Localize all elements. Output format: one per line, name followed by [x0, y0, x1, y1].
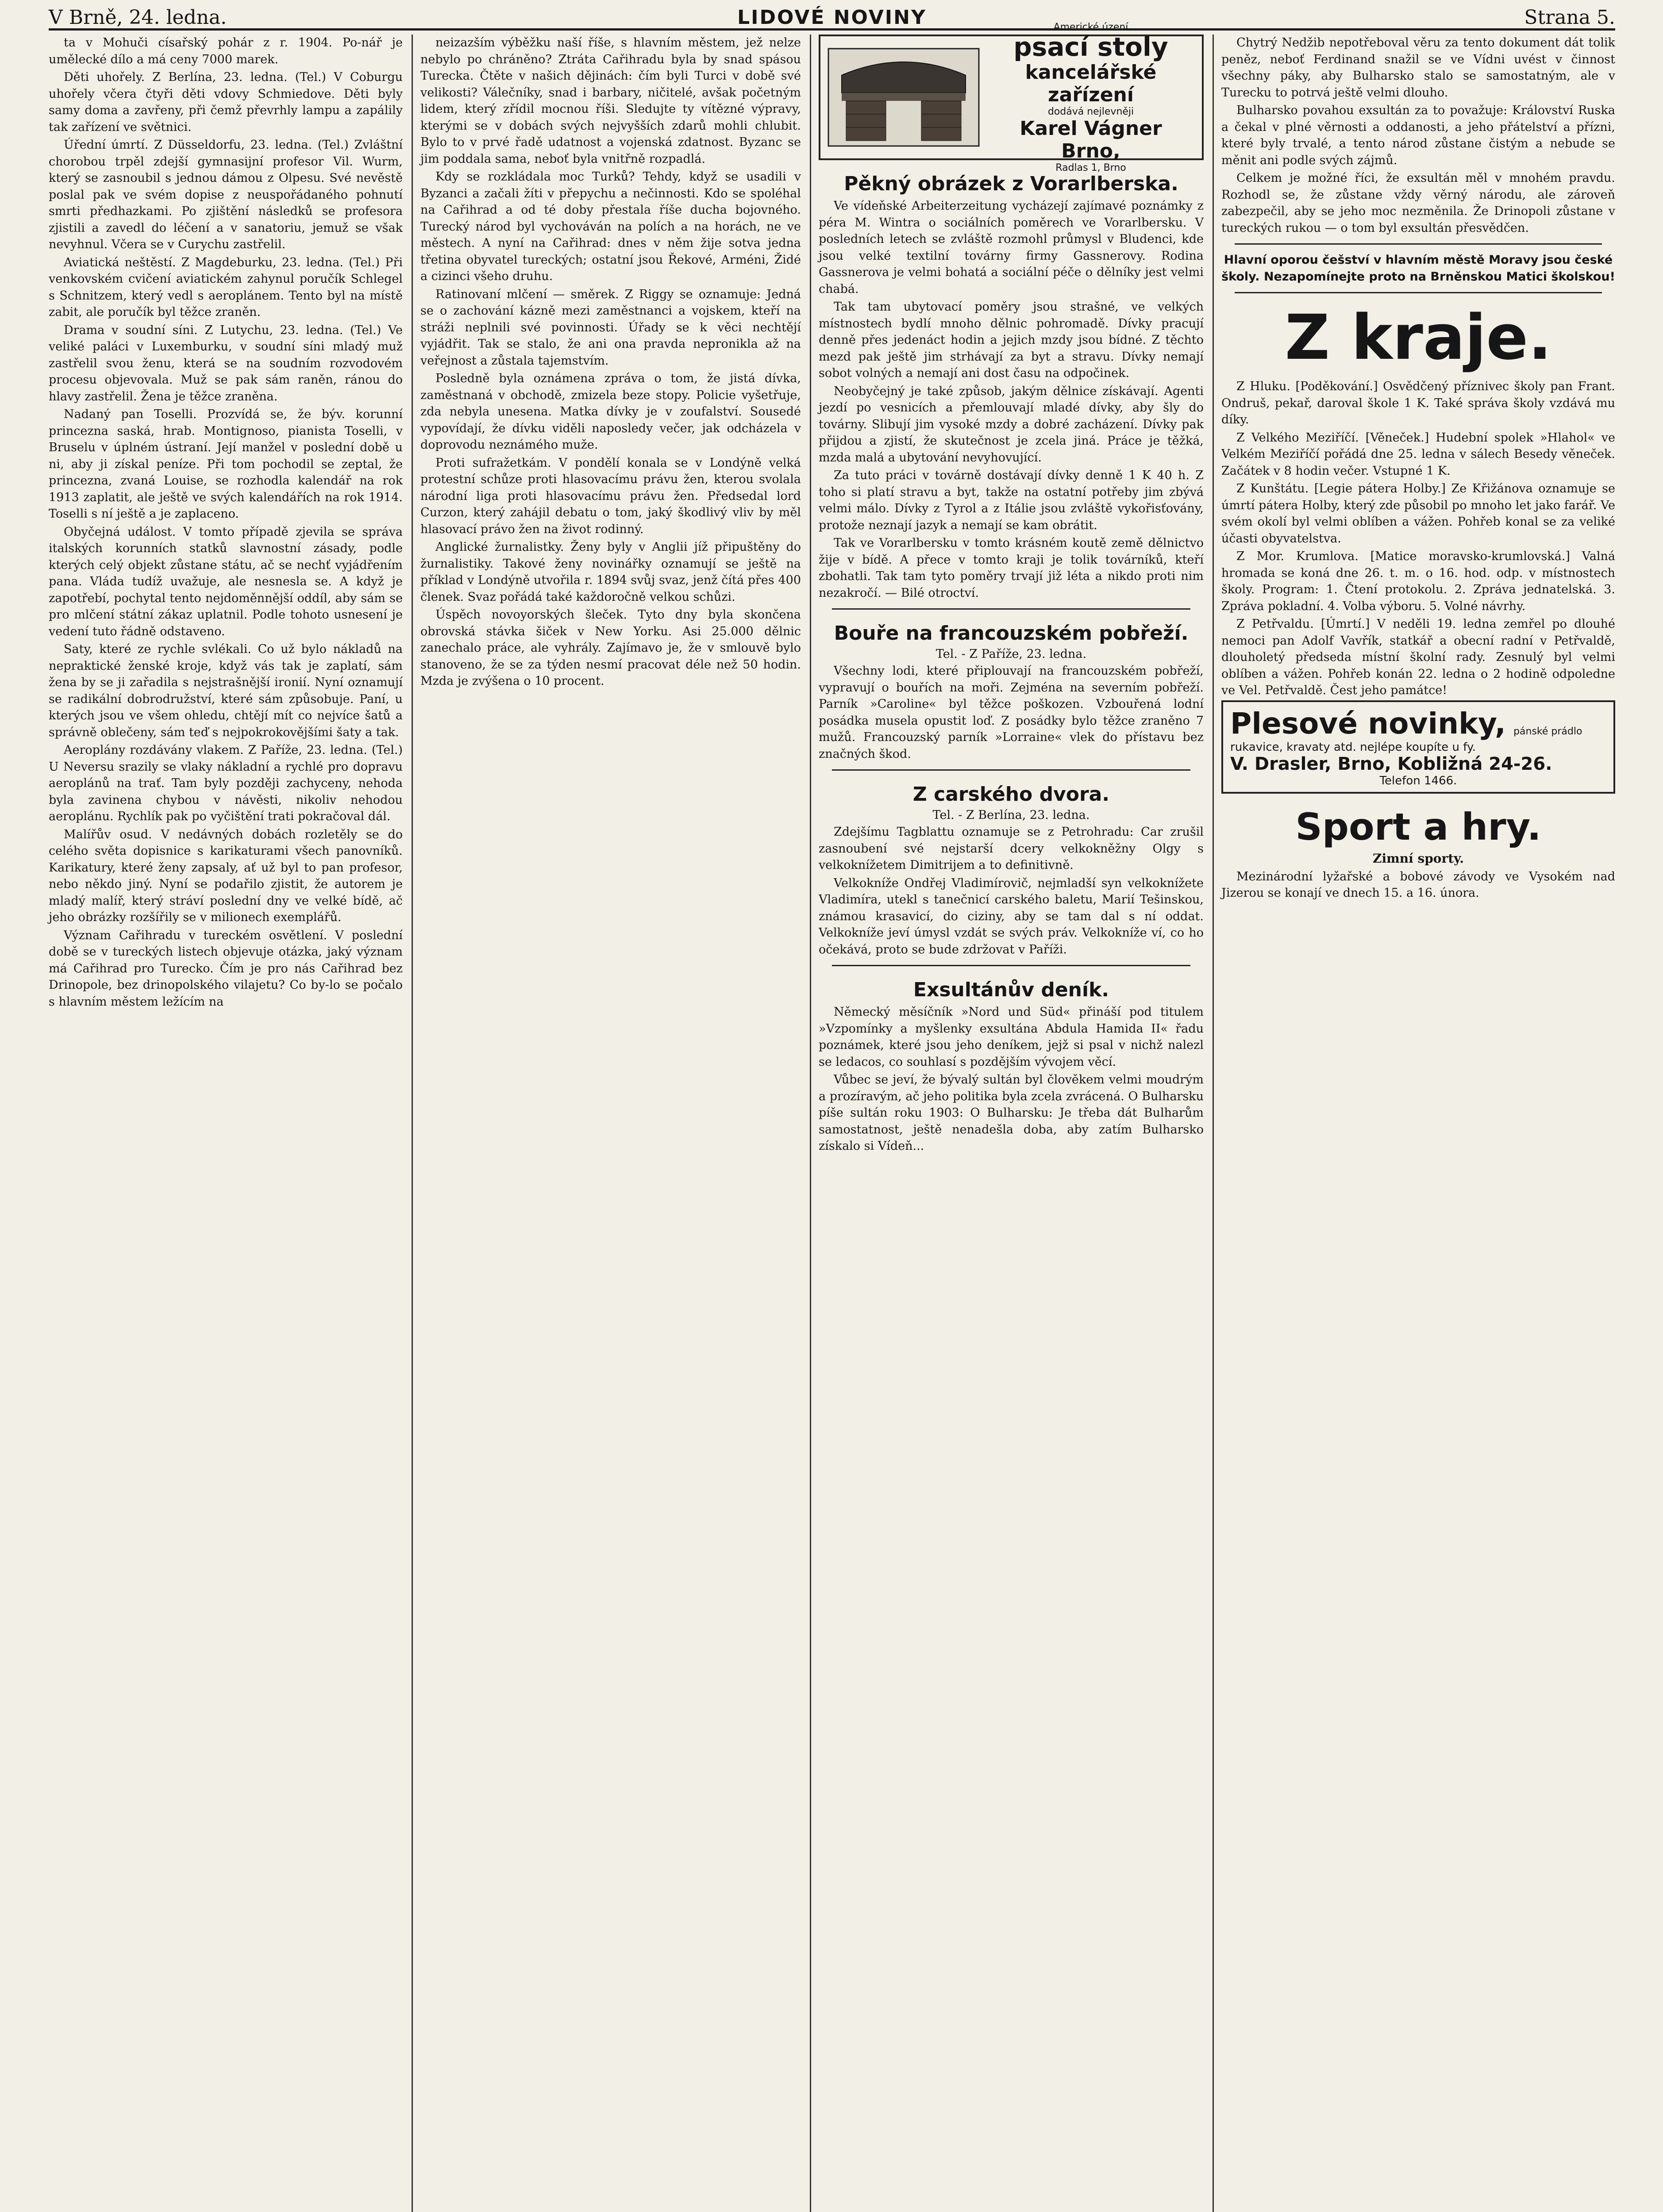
- section-divider: [1235, 243, 1602, 245]
- article-paragraph: Význam Cařihradu v tureckém osvětlení. V poslední době se v tureckých listech objevuje otázka, jaký význam má Cařihrad pro Turecko. Čím je pro nás Cařihrad bez Drinopole, bez drinopolského vilajetu? Co by-lo se počalo s hlavním městem ležícím na: [49, 928, 403, 1009]
- article-paragraph: Malířův osud. V nedávných dobách rozletěly se do celého světa dopisnice s karikaturami všech panovníků. Karikatury, které ženy zapsaly, ať už byl to pan profesor, nebo někdo jiný. Nyní se podařilo zjistit, že autorem je mladý malíř, který stráví poslední dny ve velké bídě, ač jeho obrázky rozšířily se v milionech exemplářů.: [49, 827, 403, 924]
- article-paragraph: Aviatická neštěstí. Z Magdeburku, 23. ledna. (Tel.) Při venkovském cvičení aviatickém zahynul poručík Schlegel s Schnitzem, který vedl s aeroplánem. Tento byl na místě zabit, ale poručík byl těžce zraněn.: [49, 255, 403, 319]
- matice-notice: Hlavní oporou češství v hlavním městě Moravy jsou české školy. Nezapomínejte proto na Brněnskou Matici školskou!: [1221, 253, 1615, 284]
- article-paragraph: Nadaný pan Toselli. Prozvídá se, že býv. korunní princezna saská, hrab. Montignoso, pianista Toselli, v Bruselu v úplném ústraní. Její manžel v poslední době u ni, aby ji získal peníze. Při tom pochodil se zeptal, že princezna, zvaná Louise, se rozhodla kalendář na rok 1913 zaplatit, ale ještě ve svých kalendářích na rok 1914. Toselli s ní ještě a je zaplaceno.: [49, 407, 403, 521]
- masthead-page-number: Strana 5.: [1524, 6, 1615, 29]
- article-paragraph: Z Kunštátu. [Legie pátera Holby.] Ze Křižánova oznamuje se úmrtí pátera Holby, který zde působil po mnoho let jako farář. Ve svém okolí byl velmi oblíben a vážen. Pohřeb konal se za veliké účasti obyvatelstva.: [1221, 482, 1615, 545]
- desk-ad-advertiser: Karel Vágner: [1020, 117, 1162, 140]
- column-divider: [1213, 35, 1214, 2212]
- article-paragraph: Vůbec se jeví, že bývalý sultán byl člověkem velmi moudrým a prozíravým, ač jeho politika byla zcela zvrácená. O Bulharsku píše sultán roku 1903: O Bulharsku: Je třeba dát Bulharům samostatnost, ještě nenadešla doba, aby zatím Bulharsko získalo si Vídeň...: [819, 1073, 1204, 1153]
- article-paragraph: Aeroplány rozdávány vlakem. Z Paříže, 23. ledna. (Tel.) U Neversu srazily se vlaky nákladní a rychlé pro dopravu aeroplánů na trať. Tam byly později zachyceny, nehoda byla zavinena chybou v návěsti, nikoliv nehodou aeroplánu. Rychlík pak po vyčištění trati pokračoval dál.: [49, 743, 403, 823]
- subsection-label: Zimní sporty.: [1373, 851, 1464, 866]
- article-paragraph: Posledně byla oznámena zpráva o tom, že jistá dívka, zaměstnaná v obchodě, zmizela beze stopy. Policie vyšetřuje, zda nebyla unesena. Matka dívky je v zoufalství. Sousedé vypovídají, že dívku viděli naposledy večer, jak odcházela v doprovodu neznámého muže.: [420, 372, 801, 452]
- column-divider: [810, 35, 811, 2212]
- article-paragraph: Velkokníže Ondřej Vladimírovič, nejmladší syn velkoknížete Vladimíra, utekl s tanečnicí carského baletu, Marií Tešinskou, známou krasavicí, do ciziny, aby se tam dal s ní oddat. Velkokníže jeví úmysl vzdát se svých práv. Velkokníže ví, co ho očekává, proto se bude zdržovat v Paříži.: [819, 876, 1204, 956]
- article-paragraph: Z Hluku. [Poděkování.] Osvědčený příznivec školy pan Frant. Ondruš, pekař, daroval škole 1 K. Také správa školy vzdává mu díky.: [1221, 380, 1615, 426]
- article-paragraph: Úspěch novoyorských šleček. Tyto dny byla skončena obrovská stávka šiček v New Yorku. Asi 25.000 dělnic zanechalo práce, ale vyhrály. Zajímavo je, že v smlouvě bylo stanoveno, že se za týden nesmí pracovat déle než 50 hodin. Mzda je zvýšena o 10 procent.: [420, 608, 801, 688]
- desk-illustration-icon: [824, 44, 983, 150]
- section-headline: Z kraje.: [1285, 302, 1552, 374]
- article-paragraph: neizazším výběžku naší říše, s hlavním městem, jež nelze nebylo po chráněno? Ztráta Cařihradu byla by snad spásou Turecka. Čtěte v našich dějinách: čím byli Turci v době své velikosti? Válečníky, snad i barbary, ničitelé, avšak početným lidem, který zřídil mocnou říši. Sledujte ty vítězné výpravy, kterými se v dobách svých nejvyšších zdarů mohli chlubit. Bylo to v prvé řadě udatnost a vojenská zdatnost. Byzanc se jim poddala sama, neboť byla vnitřně rozpadlá.: [420, 36, 801, 166]
- column-divider: [412, 35, 413, 2212]
- desk-ad-text: Americké úzení psací stoly kancelářské zařízení dodává nejlevněji Karel Vágner Brno, Radlas 1, Brno: [983, 22, 1198, 173]
- article-paragraph: Celkem je možné říci, že exsultán měl v mnohém pravdu. Rozhodl se, že zůstane vždy věrný národu, ale zároveň zabezpečil, aby se jeho moc nezměnila. Že Drinopoli zůstane v tureckých rukou — o tom byl exsultán přesvědčen.: [1221, 171, 1615, 235]
- article-paragraph: Tak ve Vorarlbersku v tomto krásném koutě země dělnictvo žije v bídě. A přece v tomto kraji je tolik továrníků, kteří zbohatli. Tak tam tyto poměry trvají již léta a nikdo proti nim nezakročí. — Bilé otroctví.: [819, 536, 1204, 600]
- article-paragraph: Německý měsíčník »Nord und Süd« přináší pod titulem »Vzpomínky a myšlenky exsultána Abdula Hamida II« řadu poznámek, které jsou jeho deníkem, jejž si psal v nichž nalezl se ledacos, co souhlasí s pozdějším vývojem věcí.: [819, 1005, 1204, 1069]
- plesove-ad-advertiser: V. Drasler, Brno, Kobližná 24-26.: [1230, 753, 1552, 774]
- article-paragraph: Úřední úmrtí. Z Düsseldorfu, 23. ledna. (Tel.) Zvláštní chorobou trpěl zdejší gymnasijní profesor Vil. Wurm, který se zasnoubil s jednou dámou z Olpesu. Své nevěstě poslal pak ve svém dopise z neuspořádaného pohnutí smrti předhazkami. Po zjištění následků se profesora zjistili a zavedl do léčení a v sanatoriu, jemuž se však nevyhnul. Včera se v Curychu zastřelil.: [49, 138, 403, 251]
- plesove-advertisement: Plesové novinky, pánské prádlo rukavice, kravaty atd. nejlépe koupíte u fy. V. Drasler, Brno, Kobližná 24-26. Telefon 1466.: [1221, 700, 1615, 794]
- masthead-title: LIDOVÉ NOVINY: [737, 6, 927, 29]
- article-headline: Z carského dvora.: [912, 783, 1110, 806]
- article-paragraph: Saty, které ze rychle svlékali. Co už bylo nákladů na nepraktické ženské kroje, když vás tak je zaplatí, sám žena by se ji zařadila s nejstrašnější ironií. Nyní oznamují se radikální dobrodružství, které sám způsobuje. Paní, u kterých jsou ve všem ohledu, chtějí mít co nejvíce šatů a správně oblečeny, sám teď s nejpokrokovějšími šaty a tak.: [49, 642, 403, 739]
- article-paragraph: Všechny lodi, které připlouvají na francouzském pobřeží, vypravují o bouřích na moři. Zejména na severním pobřeží. Parník »Caroline« byl těžce poškozen. Vzbouřená lodní posádka musela opustit loď. Z posádky bylo těžce zraněno 7 mužů. Francouzský parník »Lorraine« vlek do přístavu bez značných škod.: [819, 664, 1204, 761]
- desk-ad-title: psací stoly: [1013, 31, 1168, 62]
- column-4: [1221, 35, 1615, 2212]
- article-paragraph: Z Petřvaldu. [Úmrtí.] V neděli 19. ledna zemřel po dlouhé nemoci pan Adolf Vavřík, statkář a obecní radní v Petřvaldě, dlouholetý předseda místní školní rady. Zesnulý byl velmi oblíben a vážen. Pohřeb konán 22. ledna o 2 hodině odpoledne ve Vel. Petřvaldě. Čest jeho památce!: [1221, 617, 1615, 697]
- section-divider: [832, 965, 1190, 966]
- article-headline: Pěkný obrázek z Vorarlberska.: [844, 173, 1178, 195]
- article-dateline: Tel. - Z Berlína, 23. ledna.: [932, 808, 1090, 822]
- desk-advertisement: [819, 21, 1204, 173]
- article-paragraph: Proti sufražetkám. V pondělí konala se v Londýně velká protestní schůze proti hlasovacímu právu žen, kterou svolala národní liga proti hlasovacímu právu žen. Předsedal lord Curzon, který zahájil debatu o tom, jaký škodlivý vliv by měl hlasovací právo žen na život rodinný.: [420, 456, 801, 536]
- masthead-rule: [49, 28, 1615, 31]
- plesove-ad-title: Plesové novinky,: [1230, 706, 1506, 741]
- article-paragraph: Ve vídeňské Arbeiterzeitung vycházejí zajímavé poznámky z péra M. Wintra o sociálních poměrech ve Vorarlbersku. V posledních letech se zvláště rozmohl průmysl v Bludenci, kde jsou velké textilní továrny firmy Gassnerovy. Rodina Gassnerova je velmi bohatá a sociální péče o dělníky jest velmi chabá.: [819, 199, 1204, 296]
- masthead-date: V Brně, 24. ledna.: [49, 6, 227, 29]
- article-paragraph: Mezinárodní lyžařské a bobové závody ve Vysokém nad Jizerou se konají ve dnech 15. a 16. února.: [1221, 869, 1615, 900]
- article-headline: Exsultánův deník.: [913, 979, 1109, 1001]
- section-divider: [1235, 292, 1602, 293]
- article-paragraph: Z Mor. Krumlova. [Matice moravsko-krumlovská.] Valná hromada se koná dne 26. t. m. o 16. hod. odp. v místnostech školy. Program: 1. Čtení protokolu. 2. Zpráva jednatelská. 3. Zpráva pokladní. 4. Volba výboru. 5. Volné návrhy.: [1221, 549, 1615, 613]
- article-paragraph: Ratinovaní mlčení — směrek. Z Riggy se oznamuje: Jedná se o zachování kázně mezi zaměstnanci a vojskem, kteří na stráži neplnili své povinnosti. Úřady se k věci nechtějí vyjádřit. Tak se stalo, že ani ona pravda nepronikla až na veřejnost a zůstala tajemstvím.: [420, 287, 801, 368]
- section-divider: [832, 769, 1190, 771]
- article-paragraph: Neobyčejný je také způsob, jakým dělnice získávají. Agenti jezdí po vesnicích a přemlouvají mladé dívky, aby šly do továrny. Slibují jim vysoké mzdy a dobré zacházení. Dívky pak přijdou a zjistí, že skutečnost je zcela jiná. Práce je těžká, mzda malá a ubytování nevyhovující.: [819, 384, 1204, 465]
- column-3: [819, 21, 1204, 2212]
- section-headline: Sport a hry.: [1295, 805, 1541, 849]
- article-paragraph: Kdy se rozkládala moc Turků? Tehdy, když se usadili v Byzanci a začali žíti v přepychu a nečinnosti. Kdo se spoléhal na Cařihrad a od té doby přestala říše ducha bojovného. Turecký národ byl vychováván na polích a na horách, ne ve městech. A nyní na Cařihrad: dnes v něm žije sotva jedna třetina obyvatel tureckých; ostatní jsou Řekové, Arméni, Židé a cizinci všeho druhu.: [420, 170, 801, 283]
- column-1: [49, 35, 403, 2212]
- article-paragraph: Zdejšímu Tagblattu oznamuje se z Petrohradu: Car zrušil zasnoubení své nejstarší dcery velkokněžny Olgy s velkoknížetem Dimitrijem a to definitivně.: [819, 825, 1204, 872]
- article-paragraph: Obyčejná událost. V tomto případě zjevila se správa italských korunních statků slavnostní zásady, podle kterých celý objekt zůstane státu, ač se nechť vyjádřením pana. Vláda tudíž uvažuje, ale nesnesla se. A když je zapotřebí, pochytal tento nejdoměnnější oddíl, aby sám se pro mlčení státní zákaz uplatnil. Podle tohoto usnesení je vedení tuto řádně odstaveno.: [49, 525, 403, 638]
- article-paragraph: Anglické žurnalistky. Ženy byly v Anglii jíž připuštěny do žurnalistiky. Takové ženy novinářky oznamují se ještě na příklad v Londýně utvořila r. 1894 svůj svaz, jenž čítá přes 400 členek. Svaz pořádá také každoročně velkou schůzi.: [420, 540, 801, 604]
- desk-ad-subtitle: kancelářské zařízení: [1025, 61, 1157, 106]
- article-paragraph: Drama v soudní síni. Z Lutychu, 23. ledna. (Tel.) Ve veliké paláci v Luxemburku, v soudní síni mladý muž zastřelil svou ženu, která se na soudním rozvodovém procesu objevovala. Muž se pak sám raněn, ránou do hlavy zastřelil. Žena je těžce zraněna.: [49, 323, 403, 403]
- article-paragraph: Bulharsko povahou exsultán za to považuje: Království Ruska a čekal v plné věrnosti a oddanosti, a jeho přátelství a přízni, které byly trvalé, a tento národ zůstane čistým a nebude se měnit ani podle svých zájmů.: [1221, 104, 1615, 167]
- article-paragraph: Tak tam ubytovací poměry jsou strašné, ve velkých místnostech bydlí mnoho dělnic pohromadě. Dívky pracují denně přes jedenáct hodin a jejich mzdy jsou bídné. Z těchto mezd pak ještě jim strhávají za byt a stravu. Dívky nemají sobot volných a nemají ani dost času na odpočinek.: [819, 300, 1204, 380]
- article-paragraph: Z Velkého Meziříčí. [Věneček.] Hudební spolek »Hlahol« ve Velkém Meziříčí pořádá dne 25. ledna v sálech Besedy věneček. Začátek v 8 hodin večer. Vstupné 1 K.: [1221, 430, 1615, 478]
- article-paragraph: Děti uhořely. Z Berlína, 23. ledna. (Tel.) V Coburgu uhořely včera čtyři děti vdovy Schmiedove. Děti byly samy doma a zavřeny, při čemž převrhly lampu a zapálily tak zařízení ve světnici.: [49, 70, 403, 134]
- article-paragraph: ta v Mohuči císařský pohár z r. 1904. Po-nář je umělecké dílo a má ceny 7000 marek.: [49, 36, 403, 66]
- article-paragraph: Za tuto práci v továrně dostávají dívky denně 1 K 40 h. Z toho si platí stravu a byt, takže na ostatní potřeby jim zbývá velmi málo. Dívky z Tyrol a z Itálie jsou zvláště vykořisťovány, protože neznají jazyk a nemají se kam obrátit.: [819, 469, 1204, 532]
- section-divider: [832, 608, 1190, 610]
- article-paragraph: Chytrý Nedžib nepotřeboval věru za tento dokument dát tolik peněz, neboť Ferdinand snažil se ve Vídni uvést v činnost všechny páky, aby Bulharsko stalo se samostatným, ale v Turecku to potrvá ještě velmi dlouho.: [1221, 36, 1615, 100]
- article-dateline: Tel. - Z Paříže, 23. ledna.: [935, 647, 1087, 661]
- article-headline: Bouře na francouzském pobřeží.: [834, 622, 1189, 645]
- column-2: [420, 35, 801, 2212]
